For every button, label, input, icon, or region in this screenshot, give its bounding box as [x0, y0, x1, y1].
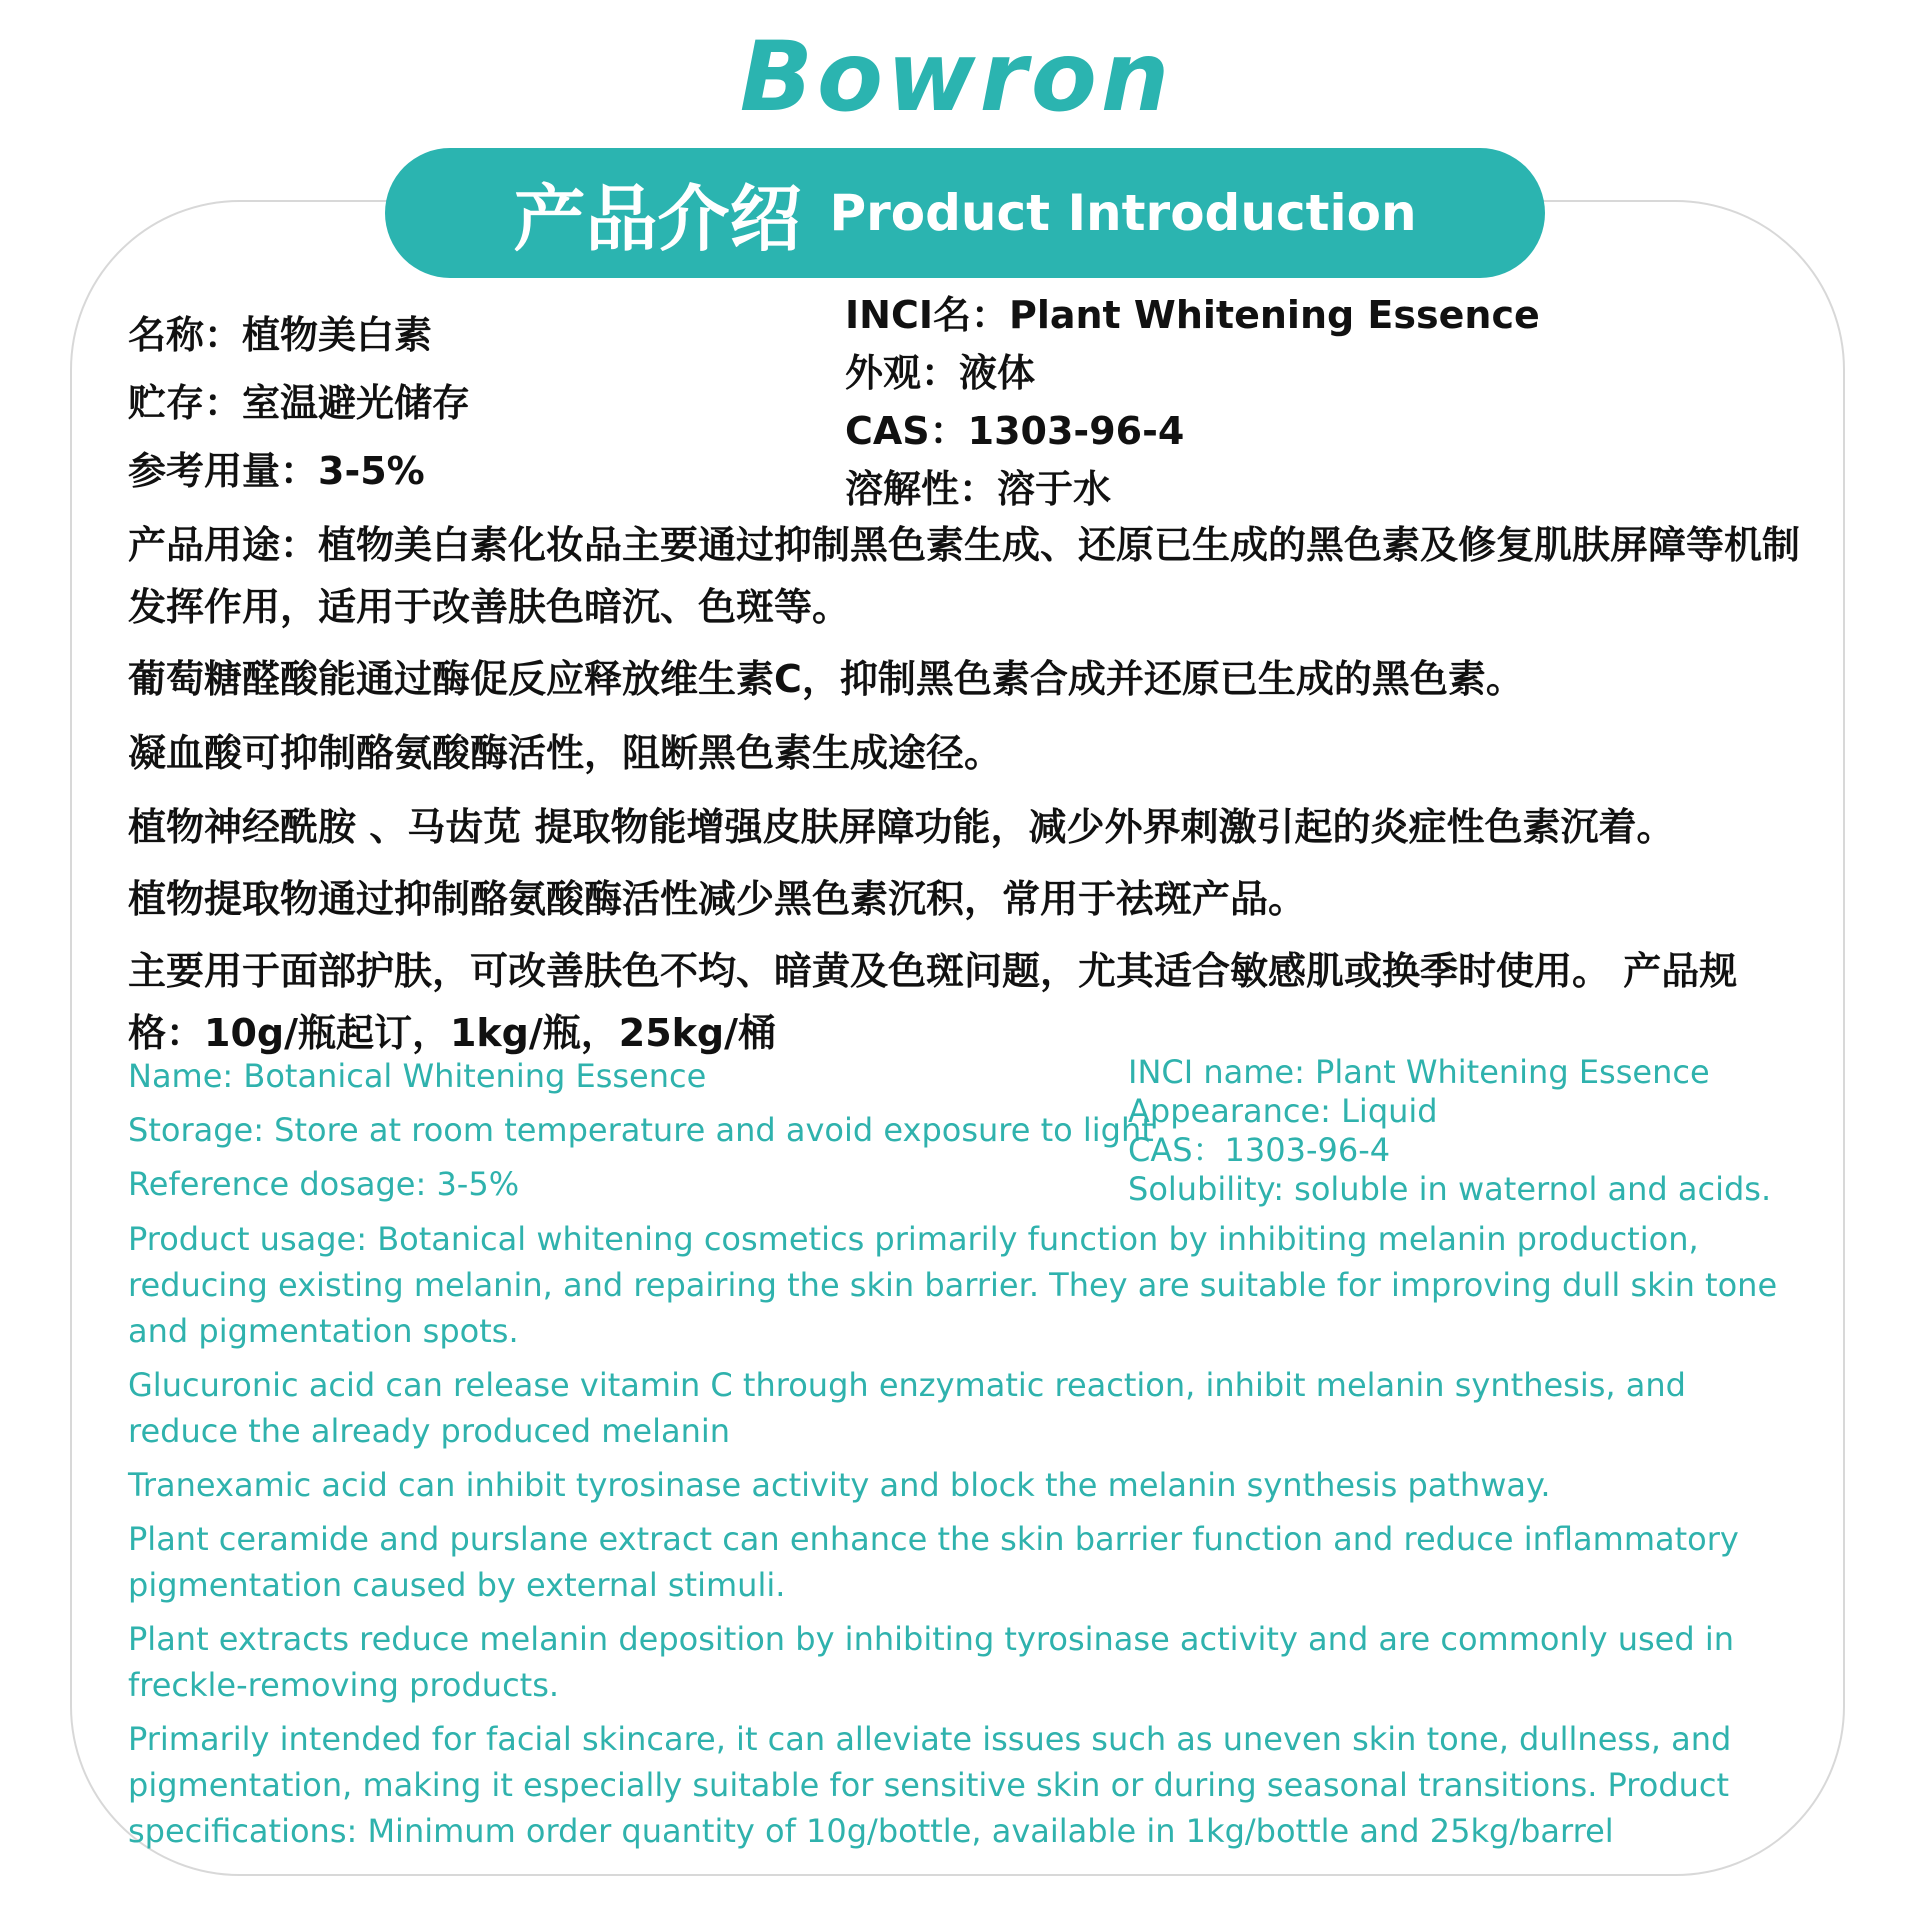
- en-inci: INCI name: Plant Whitening Essence: [1128, 1053, 1710, 1091]
- cn-paragraph-3: 植物神经酰胺 、马齿苋 提取物能增强皮肤屏障功能，减少外界刺激引起的炎症性色素沉着。: [128, 805, 1675, 849]
- cn-storage: 贮存：室温避光储存: [128, 381, 471, 425]
- en-dosage: Reference dosage: 3-5%: [128, 1165, 520, 1203]
- brand-logo: Bowron: [739, 21, 1174, 133]
- title-en: Product Introduction: [829, 184, 1417, 242]
- title-banner: [385, 148, 1545, 278]
- cn-paragraph-4: 植物提取物通过抑制酪氨酸酶活性减少黑色素沉积，常用于祛斑产品。: [128, 877, 1307, 921]
- en-cas: CAS：1303-96-4: [1128, 1131, 1391, 1169]
- cn-solubility: 溶解性：溶于水: [845, 467, 1112, 511]
- en-paragraph-3: Plant ceramide and purslane extract can enhance the skin barrier function and reduce inflammatory pigmentation caused by external stimuli.: [128, 1520, 1739, 1604]
- cn-paragraph-2: 凝血酸可抑制酪氨酸酶活性，阻断黑色素生成途径。: [128, 731, 1003, 775]
- cn-paragraph-5: 主要用于面部护肤，可改善肤色不均、暗黄及色斑问题，尤其适合敏感肌或换季时使用。 产品规格：10g/瓶起订，1kg/瓶，25kg/桶: [128, 949, 1738, 1055]
- cn-paragraph-1: 葡萄糖醛酸能通过酶促反应释放维生素C，抑制黑色素合成并还原已生成的黑色素。: [128, 657, 1524, 701]
- en-paragraph-4: Plant extracts reduce melanin deposition by inhibiting tyrosinase activity and are commonly used in freckle-removing products.: [128, 1620, 1735, 1704]
- en-storage: Storage: Store at room temperature and avoid exposure to light: [128, 1111, 1154, 1149]
- en-paragraph-1: Glucuronic acid can release vitamin C through enzymatic reaction, inhibit melanin synthesis, and reduce the already produced melanin: [128, 1366, 1686, 1450]
- cn-name: 名称：植物美白素: [128, 313, 433, 357]
- title-cn: 产品介绍: [513, 177, 802, 261]
- en-paragraph-2: Tranexamic acid can inhibit tyrosinase activity and block the melanin synthesis pathway.: [128, 1466, 1551, 1504]
- en-name: Name: Botanical Whitening Essence: [128, 1057, 707, 1095]
- en-appearance: Appearance: Liquid: [1128, 1092, 1438, 1130]
- cn-dosage: 参考用量：3-5%: [128, 449, 425, 493]
- en-paragraph-5: Primarily intended for facial skincare, it can alleviate issues such as uneven skin tone, dullness, and pigmentation, making it especially suitable for sensitive skin or during seasonal transitions. Product specifications: Minimum order quantity of 10g/bottle, available in 1kg/bottle and 25kg/barrel: [128, 1720, 1732, 1850]
- en-usage: Product usage: Botanical whitening cosmetics primarily function by inhibiting melanin production, reducing existing melanin, and repairing the skin barrier. They are suitable for improving dull skin tone and pigmentation spots.: [128, 1220, 1778, 1350]
- cn-appearance: 外观：液体: [845, 351, 1036, 395]
- en-solubility: Solubility: soluble in waternol and acids.: [1128, 1170, 1772, 1208]
- cn-cas: CAS：1303-96-4: [845, 409, 1185, 453]
- cn-inci: INCI名：Plant Whitening Essence: [845, 293, 1540, 337]
- cn-usage: 产品用途：植物美白素化妆品主要通过抑制黑色素生成、还原已生成的黑色素及修复肌肤屏障等机制发挥作用，适用于改善肤色暗沉、色斑等。: [128, 523, 1801, 629]
